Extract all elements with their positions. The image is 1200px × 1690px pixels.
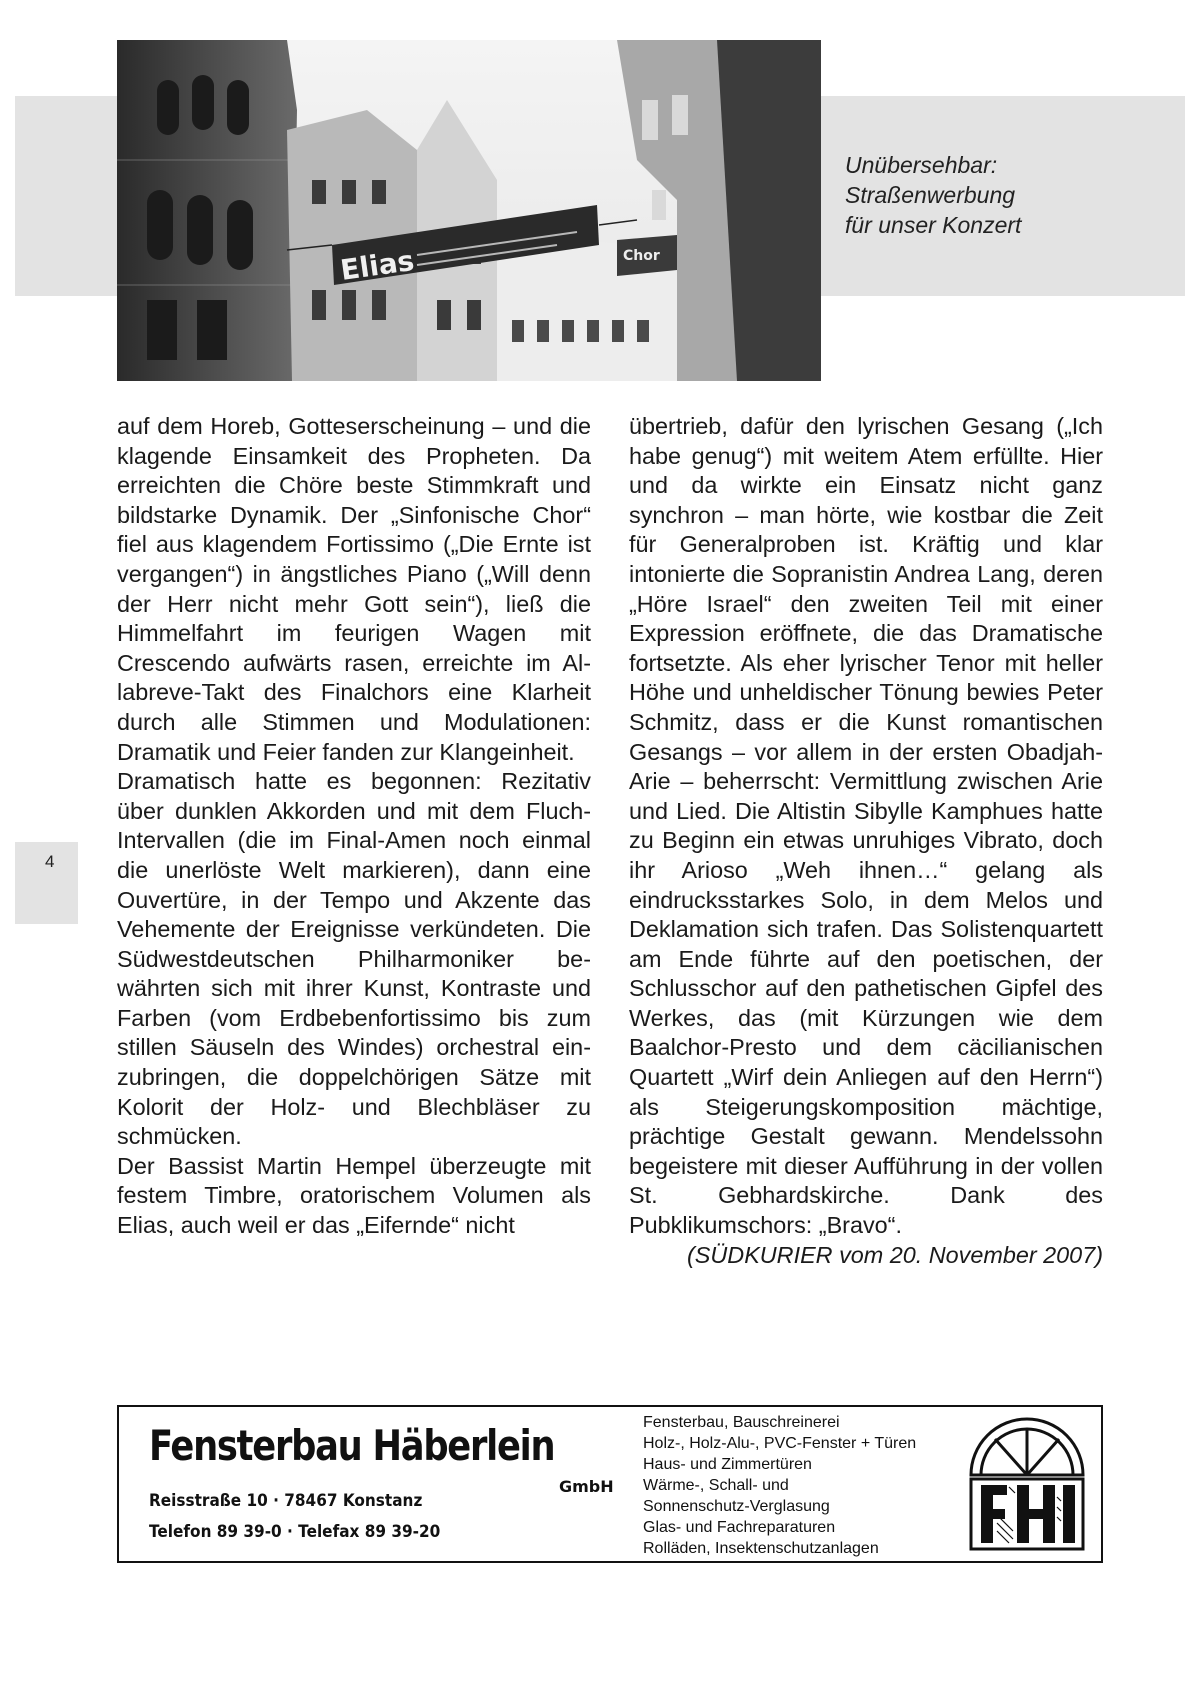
advertisement-box xyxy=(117,1405,1103,1563)
ad-company-name: Fensterbau Häberlein xyxy=(149,1421,555,1470)
article-column-right xyxy=(629,412,1103,1270)
article-source: (SÜDKURIER vom 20. November 2007) xyxy=(687,1241,1103,1268)
ad-phone: Telefon 89 39-0 · Telefax 89 39-20 xyxy=(149,1522,441,1542)
page-number: 4 xyxy=(45,852,55,871)
ad-service-item: Sonnenschutz-Verglasung xyxy=(643,1498,830,1515)
ad-services-list xyxy=(643,1412,916,1559)
ad-address: Reisstraße 10 · 78467 Konstanz xyxy=(149,1491,423,1511)
ad-legal-form: GmbH xyxy=(559,1477,614,1496)
article-paragraph: Der Bassist Martin Hempel überzeugte mit festem Timbre, oratorischem Volumen als Elias, auch weil er das „Eifernde“ nicht xyxy=(117,1152,591,1239)
article-paragraph: Dramatisch hatte es begonnen: Rezitativ über dunklen Akkorden und mit dem Fluch-Intervallen (die im Final-Amen noch einmal die unerlöste Welt markieren), dann eine Ouvertüre, in der Tempo und Akzente das Vehemente der Ereignisse verkündeten. Die Südwestdeutschen Philharmoniker bewährten sich mit ihrer Kunst, Kontraste und Farben (vom Erdbebenfortissimo bis zum stillen Säuseln des Windes) orchestral einzubringen, die doppelchörigen Sätze mit Kolorit der Holz- und Blechbläser zu schmücken. xyxy=(117,768,591,1150)
street-banner-photo xyxy=(117,40,821,381)
caption-line: für unser Konzert xyxy=(845,212,1022,238)
article-paragraph: übertrieb, dafür den lyrischen Gesang („Ich habe genug“) mit weitem Atem erfüllte. Hier und da wirkte ein Einsatz nicht ganz synchron – man hörte, wie kostbar die Zeit für Generalproben ist. Kräftig und klar intonierte die Sopranistin Andrea Lang, deren „Höre Israel“ den zweiten Teil mit einer Expression eröffnete, die das Dramatische fortsetzte. Als eher lyrischer Tenor mit heller Höhe und unheldischer Tönung bewies Peter Schmitz, dass er die Kunst romantischen Gesangs – vor allem in der ersten Obadjah-Arie – beherrscht: Vermittlung zwischen Arie und Lied. Die Altistin Sibylle Kamphues hatte zu Beginn ein etwas unruhiges Vibrato, doch ihr Arioso „Weh ihnen…“ gelang als eindrucksstarkes Solo, in dem Melos und Deklamation sich trafen. Das Solistenquartett am Ende führte auf den poetischen, der Schlusschor auf den pathetischen Gipfel des Werkes, das (mit Kürzungen wie dem Baalchor-Presto und dem cäcilianischen Quartett „Wirf dein Anliegen auf den Herrn“) als Steigerungskomposition mächtige, prächtige Gestalt gewann. Mendelssohn begeistere mit dieser Aufführung in der vollen St. Gebhardskirche. Dank des Pubklikumschors: „Bravo“. xyxy=(629,413,1103,1239)
page-number-tab xyxy=(15,842,78,924)
article-column-left xyxy=(117,412,591,1241)
banner-title: Elias xyxy=(338,243,417,287)
ad-service-item: Rolläden, Insektenschutzanlagen xyxy=(643,1540,879,1557)
caption-line: Straßenwerbung xyxy=(845,182,1016,208)
ad-service-item: Wärme-, Schall- und xyxy=(643,1477,789,1494)
banner-right-text: Chor xyxy=(623,248,660,264)
photo-caption xyxy=(845,150,1175,240)
ad-service-item: Holz-, Holz-Alu-, PVC-Fenster + Türen xyxy=(643,1435,917,1452)
article-paragraph: auf dem Horeb, Gotteserscheinung – und die klagende Einsamkeit des Propheten. Da erreichten die Chöre beste Stimmkraft und bildstarke Dynamik. Der „Sinfonische Chor“ fiel aus klagendem Fortissimo („Die Ernte ist vergangen“) in ängstliches Piano („Will denn der Herr nicht mehr Gott sein“), ließ die Himmelfahrt im feurigen Wagen mit Crescendo aufwärts rasen, erreichte im Allabreve-Takt des Finalchors eine Klarheit durch alle Stimmen und Modulationen: Dramatik und Feier fanden zur Klangeinheit. xyxy=(117,413,591,765)
caption-line: Unübersehbar: xyxy=(845,152,998,178)
ad-service-item: Fensterbau, Bauschreinerei xyxy=(643,1414,840,1431)
window-logo-icon xyxy=(967,1417,1087,1552)
ad-service-item: Haus- und Zimmertüren xyxy=(643,1456,812,1473)
ad-service-item: Glas- und Fachreparaturen xyxy=(643,1519,836,1536)
